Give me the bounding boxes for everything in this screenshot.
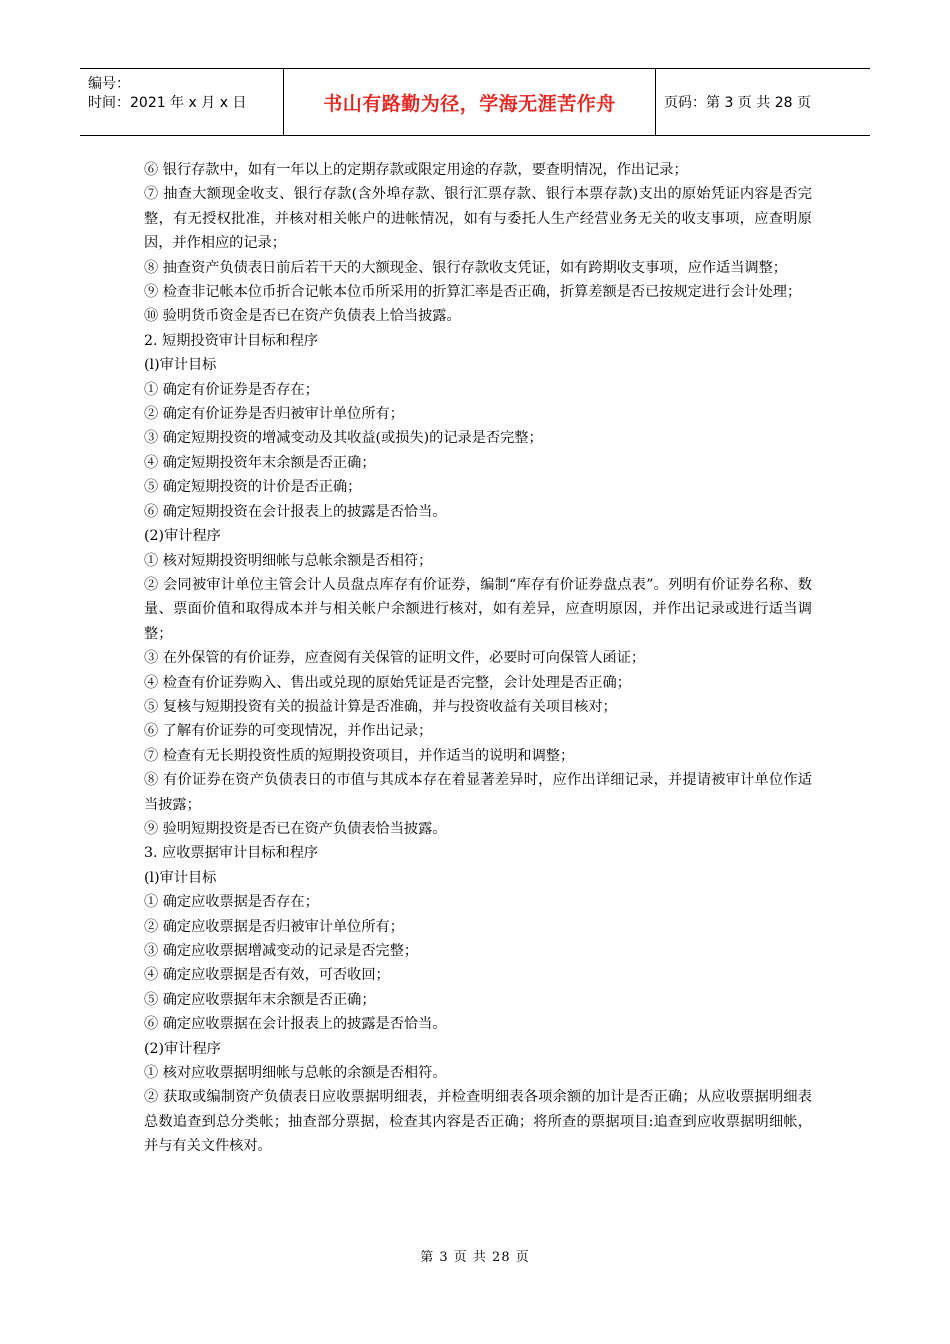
list-item: ⑥ 确定短期投资在会计报表上的披露是否恰当。 [144,503,447,520]
list-item: ① 确定有价证券是否存在； [144,381,319,398]
list-item: ① 确定应收票据是否存在； [144,894,319,911]
list-item: ④ 确定短期投资年末余额是否正确； [144,454,376,471]
header-meta [80,69,284,135]
list-item: ⑤ 确定短期投资的计价是否正确； [144,479,362,496]
list-item: ⑤ 确定应收票据年末余额是否正确； [144,991,376,1008]
list-item: ⑥ 确定应收票据在会计报表上的披露是否恰当。 [144,1016,447,1033]
list-item: ② 确定应收票据是否归被审计单位所有； [144,918,404,935]
paragraph: ⑥ 银行存款中，如有一年以上的定期存款或限定用途的存款，要查明情况，作出记录； [144,162,688,178]
list-item: ⑥ 了解有价证券的可变现情况，并作出记录； [144,723,433,740]
list-item: ⑦ 检查有无长期投资性质的短期投资项目，并作适当的说明和调整； [144,747,575,764]
list-item: ③ 在外保管的有价证券，应查阅有关保管的证明文件，必要时可向保管人函证； [144,650,646,667]
document-date: 时间：2021 年 x 月 x 日 [88,95,247,111]
list-item: ⑧ 有价证券在资产负债表日的市值与其成本存在着显著差异时，应作出详细记录，并提请被审计单位作适当披露； [144,772,812,813]
list-item: ② 获取或编制资产负债表日应收票据明细表，并检查明细表各项余额的加计是否正确；从应收票据明细表总数追查到总分类帐；抽查部分票据，检查其内容是否正确；将所查的票据项目:追查到应收票据明细帐，并与有关文件核对。 [144,1089,812,1155]
page-header [80,68,870,136]
list-item: ④ 确定应收票据是否有效，可否收回； [144,967,390,984]
page-footer: 第 3 页 共 28 页 [420,1250,530,1265]
list-item: ① 核对短期投资明细帐与总帐余额是否相符； [144,552,433,569]
subsection-heading: (2)审计程序 [144,528,221,545]
list-item: ② 确定有价证券是否归被审计单位所有； [144,406,404,423]
list-item: ④ 检查有价证券购入、售出或兑现的原始凭证是否完整，会计处理是否正确； [144,674,631,691]
subsection-heading: (l)审计目标 [144,869,217,886]
paragraph: ⑩ 验明货币资金是否已在资产负债表上恰当披露。 [144,308,461,325]
section-heading: 2. 短期投资审计目标和程序 [144,332,319,349]
subsection-heading: (l)审计目标 [144,357,217,374]
header-motto: 书山有路勤为径，学海无涯苦作舟 [284,69,656,135]
list-item: ③ 确定短期投资的增减变动及其收益(或损失)的记录是否完整； [144,430,543,447]
subsection-heading: (2)审计程序 [144,1040,221,1057]
paragraph: ⑧ 抽查资产负债表日前后若干天的大额现金、银行存款收支凭证，如有跨期收支事项，应作适当调整； [144,259,787,276]
paragraph: ⑨ 检查非记帐本位币折合记帐本位币所采用的折算汇率是否正确，折算差额是否已按规定进行会计处理； [144,284,802,301]
header-page-info: 页码：第 3 页 共 28 页 [664,95,811,111]
section-heading: 3. 应收票据审计目标和程序 [144,845,319,862]
list-item: ① 核对应收票据明细帐与总帐的余额是否相符。 [144,1065,447,1082]
list-item: ③ 确定应收票据增减变动的记录是否完整； [144,943,419,959]
list-item: ② 会同被审计单位主管会计人员盘点库存有价证券，编制“库存有价证券盘点表”。列明有价证券名称、数量、票面价值和取得成本并与相关帐户余额进行核对，如有差异，应查明原因，并作出记录或进行适当调整； [144,576,812,642]
document-number-label: 编号： [88,76,130,92]
list-item: ⑤ 复核与短期投资有关的损益计算是否准确，并与投资收益有关项目核对； [144,698,617,715]
document-body [144,158,812,1159]
list-item: ⑨ 验明短期投资是否已在资产负债表恰当披露。 [144,820,447,837]
paragraph: ⑦ 抽查大额现金收支、银行存款(含外埠存款、银行汇票存款、银行本票存款)支出的原始凭证内容是否完整，有无授权批准，并核对相关帐户的进帐情况，如有与委托人生产经营业务无关的收支事项，应查明原因，并作相应的记录； [144,186,812,252]
